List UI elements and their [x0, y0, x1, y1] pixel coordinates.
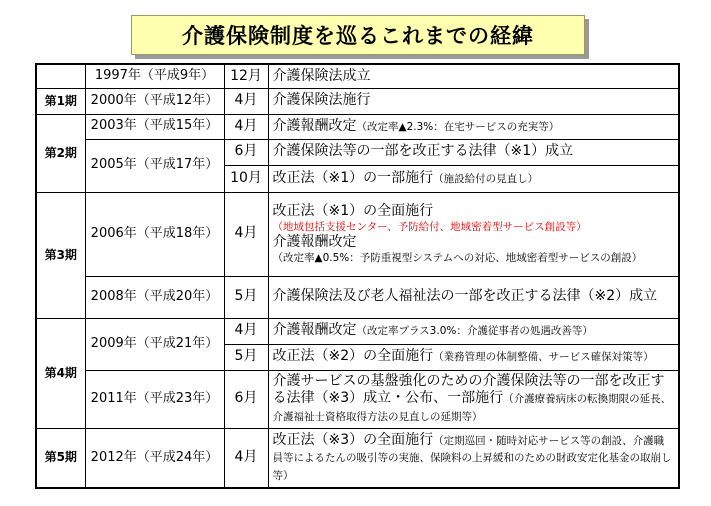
event-cell — [268, 165, 679, 192]
event-cell — [268, 114, 679, 139]
table-row — [36, 276, 679, 318]
period-label: 第2期 — [36, 114, 85, 192]
event-note: （施設給付の見直し） — [433, 172, 539, 185]
event-cell: 介護保険法及び老人福祉法の一部を改正する法律（※2）成立 — [268, 276, 679, 318]
month-cell: 5月 — [224, 344, 268, 370]
period-label: 第4期 — [36, 318, 85, 428]
table-row — [36, 428, 679, 488]
event-cell: 介護保険法成立 — [268, 64, 679, 88]
year-cell: 2006年（平成18年） — [85, 192, 224, 276]
month-cell: 4月 — [224, 192, 268, 276]
history-table — [35, 63, 680, 489]
event-cell — [268, 318, 679, 344]
year-cell: 2009年（平成21年） — [85, 318, 224, 370]
event-note: （改定率▲0.5%：予防重視型システムへの対応、地域密着型サービスの創設） — [272, 251, 643, 264]
table-row — [36, 192, 679, 276]
event-cell — [268, 344, 679, 370]
month-cell: 4月 — [224, 88, 268, 114]
event-text: 改正法（※1）の一部施行 — [272, 169, 434, 186]
event-cell — [268, 428, 679, 488]
month-cell: 10月 — [224, 165, 268, 192]
event-cell — [268, 370, 679, 428]
month-cell: 6月 — [224, 139, 268, 165]
event-note-red: （地域包括支援センター、予防給付、地域密着型サービス創設等） — [272, 220, 587, 233]
year-cell: 2008年（平成20年） — [85, 276, 224, 318]
event-text: 介護報酬改定 — [272, 234, 357, 250]
event-note: （改定率▲2.3%：在宅サービスの充実等） — [356, 120, 560, 133]
table-row — [36, 139, 679, 165]
event-note: （介護療養病床の転換期限の延長、介護福祉士資格取得方法の見直しの延期等） — [272, 393, 672, 423]
event-text: 介護報酬改定 — [272, 117, 357, 134]
event-cell: 介護保険法施行 — [268, 88, 679, 114]
table-row — [36, 370, 679, 428]
period-label: 第1期 — [36, 88, 85, 114]
event-text: 改正法（※3）の全面施行 — [272, 431, 434, 448]
month-cell: 4月 — [224, 114, 268, 139]
month-cell: 6月 — [224, 370, 268, 428]
month-cell: 12月 — [224, 64, 268, 88]
period-label: 第5期 — [36, 428, 85, 488]
table-row — [36, 318, 679, 344]
period-label: 第3期 — [36, 192, 85, 318]
month-cell: 4月 — [224, 428, 268, 488]
event-note: （業務管理の体制整備、サービス確保対策等） — [433, 351, 654, 364]
event-cell — [268, 192, 679, 276]
month-cell: 4月 — [224, 318, 268, 344]
event-text: 介護サービスの基盤強化のための介護保険法等の一部を改正する法律（※3）成立・公布、一部施行 — [272, 372, 665, 407]
event-text: 介護報酬改定 — [272, 322, 357, 339]
year-cell: 2012年（平成24年） — [85, 428, 224, 488]
page-title: 介護保険制度を巡るこれまでの経緯 — [131, 15, 585, 55]
table-row — [36, 88, 679, 114]
year-cell: 2000年（平成12年） — [85, 88, 224, 114]
month-cell: 5月 — [224, 276, 268, 318]
event-note: （改定率プラス3.0%：介護従事者の処遇改善等） — [356, 325, 593, 338]
year-cell: 2003年（平成15年） — [85, 114, 224, 139]
year-cell: 2005年（平成17年） — [85, 139, 224, 192]
event-note: （定期巡回・随時対応サービス等の創設、介護職員等によるたんの吸引等の実施、保険料の上昇緩和のための財政安定化基金の取崩し等） — [272, 434, 672, 482]
event-text: 改正法（※2）の全面施行 — [272, 348, 434, 365]
year-cell: 2011年（平成23年） — [85, 370, 224, 428]
event-text: 改正法（※1）の全面施行 — [272, 203, 434, 220]
year-cell: 1997年（平成9年） — [85, 64, 224, 88]
period-cell — [36, 64, 85, 88]
table-row — [36, 114, 679, 139]
table-row — [36, 64, 679, 88]
event-cell: 介護保険法等の一部を改正する法律（※1）成立 — [268, 139, 679, 165]
